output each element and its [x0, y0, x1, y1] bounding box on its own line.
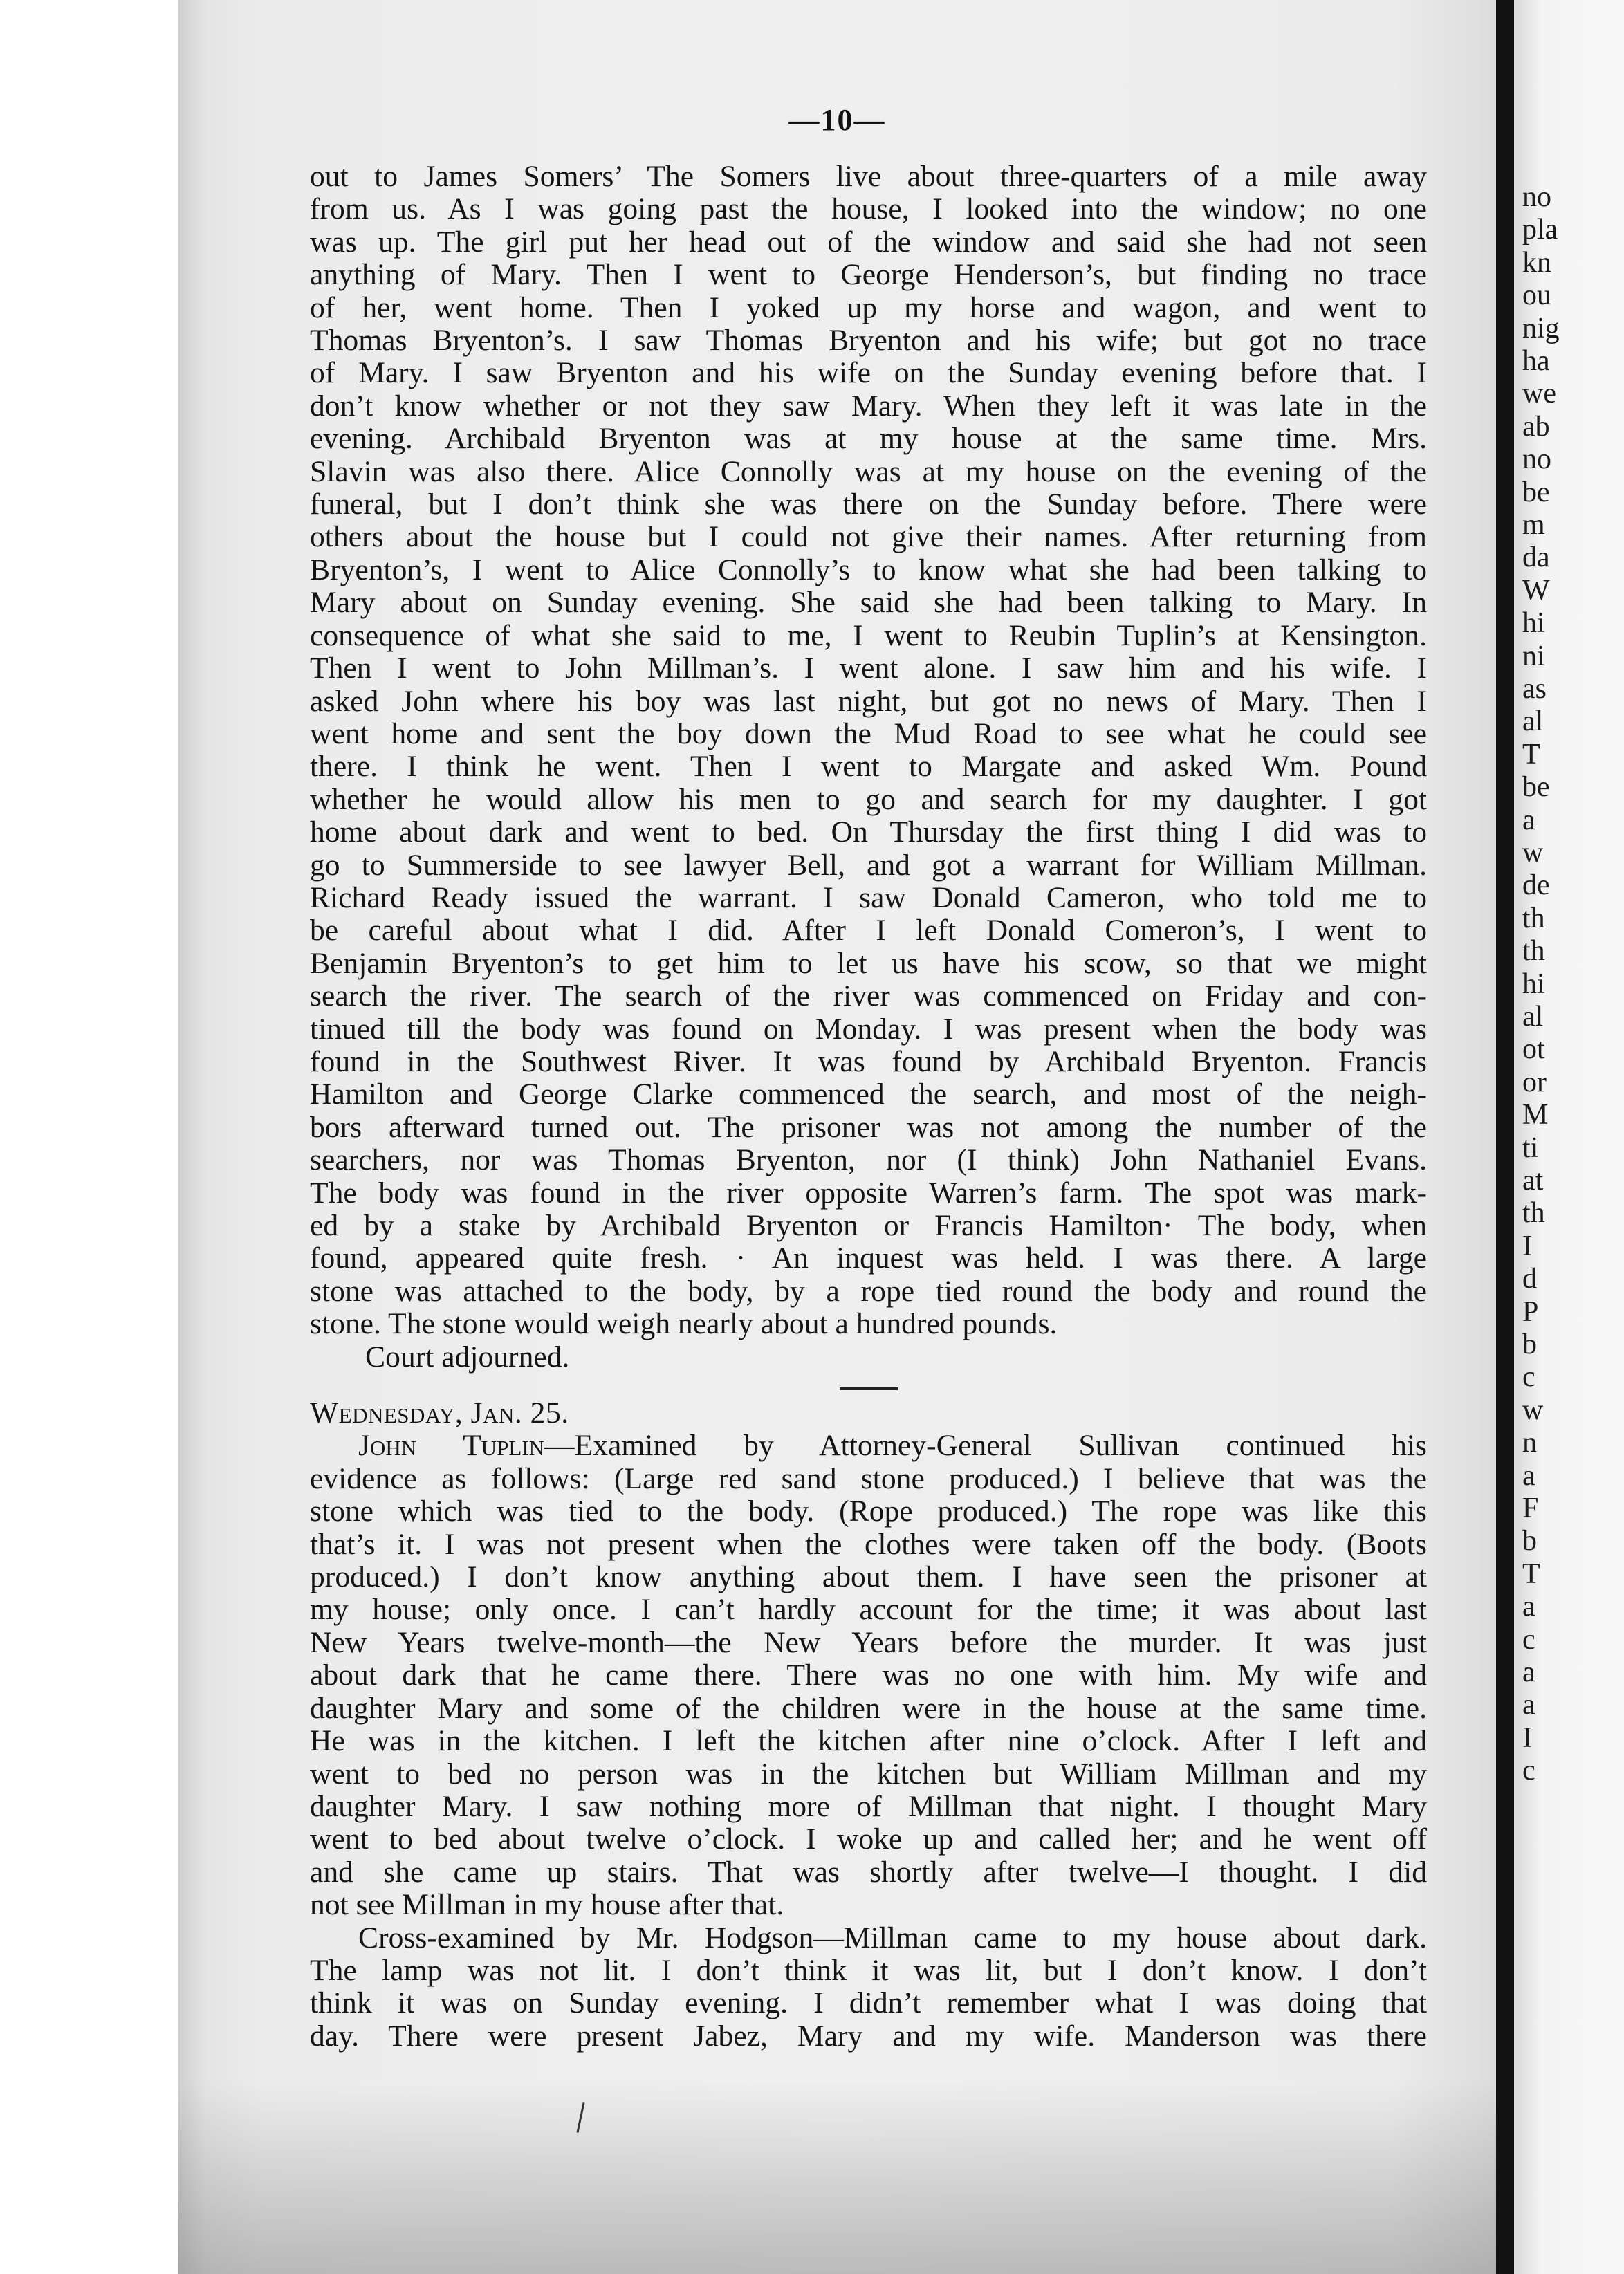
- text-line: New Years twelve-month—the New Years before the murder. It was just: [310, 1625, 1427, 1659]
- adjacent-page-fragment: th: [1522, 935, 1545, 968]
- adjacent-page-fragment: no: [1522, 443, 1551, 476]
- text-line: day. There were present Jabez, Mary and my wife. Manderson was there: [310, 2019, 1427, 2053]
- text-line: produced.) I don’t know anything about them. I have seen the prisoner at: [310, 1560, 1427, 1594]
- text-line: ed by a stake by Archibald Bryenton or Francis Hamilton· The body, when: [310, 1209, 1427, 1242]
- adjacent-page-fragment: a: [1522, 1591, 1535, 1623]
- section-divider: [840, 1387, 898, 1390]
- text-line: stone. The stone would weigh nearly about a hundred pounds.: [310, 1307, 1058, 1341]
- adjacent-page-fragment: al: [1522, 705, 1544, 738]
- text-line: Bryenton’s, I went to Alice Connolly’s to know what she had been talking to: [310, 553, 1427, 586]
- text-line: search the river. The search of the river was commenced on Friday and con-: [310, 979, 1427, 1013]
- text-line: funeral, but I don’t think she was there on the Sunday before. There were: [310, 488, 1427, 521]
- text-line: of Mary. I saw Bryenton and his wife on the Sunday evening before that. I: [310, 356, 1427, 390]
- text-line: went home and sent the boy down the Mud Road to see what he could see: [310, 717, 1427, 750]
- adjacent-page-fragment: T: [1522, 1557, 1540, 1590]
- cross-examination-section: [310, 1922, 1427, 2053]
- adjacent-page-fragment: P: [1522, 1295, 1539, 1328]
- text-line: Slavin was also there. Alice Connolly was at my house on the evening of the: [310, 454, 1427, 488]
- adjacent-page-fragment: th: [1522, 1197, 1545, 1230]
- witness-name: John Tuplin: [358, 1429, 545, 1463]
- text-line: daughter Mary and some of the children were in the house at the same time.: [310, 1691, 1427, 1725]
- adjacent-page-fragment: n: [1522, 1427, 1537, 1459]
- adjacent-page-fragment: w: [1522, 1394, 1544, 1426]
- text-line: Cross-examined by Mr. Hodgson—Millman came to my house about dark.: [358, 1921, 1427, 1954]
- adjacent-page-fragment: c: [1522, 1361, 1535, 1394]
- adjacent-page-fragment: hi: [1522, 968, 1545, 1000]
- text-line: don’t know whether or not they saw Mary. When they left it was late in the: [310, 389, 1427, 423]
- adjacent-page-fragment: I: [1522, 1230, 1532, 1262]
- scan-margin-left: [0, 0, 176, 2274]
- text-line: from us. As I was going past the house, I looked into the window; no one: [310, 192, 1427, 226]
- text-line: think it was on Sunday evening. I didn’t remember what I was doing that: [310, 1986, 1427, 2020]
- adjacent-page-fragment: th: [1522, 902, 1545, 934]
- witness-intro-text: —Examined by Attorney-General Sullivan continued his: [544, 1429, 1428, 1463]
- adjacent-page-fragment: F: [1522, 1492, 1539, 1524]
- adjacent-page-fragment: da: [1522, 542, 1550, 574]
- corner-arrow-mark: [0, 0, 41, 41]
- text-line: Benjamin Bryenton’s to get him to let us have his scow, so that we might: [310, 946, 1427, 980]
- text-line: found, appeared quite fresh. · An inquest was held. I was there. A large: [310, 1241, 1427, 1275]
- adjacent-page-fragment: kn: [1522, 246, 1551, 279]
- text-line: daughter Mary. I saw nothing more of Millman that night. I thought Mary: [310, 1789, 1427, 1823]
- text-line: be careful about what I did. After I left Donald Comeron’s, I went to: [310, 914, 1427, 948]
- adjacent-page-fragment: c: [1522, 1755, 1535, 1787]
- adjacent-page-fragment: as: [1522, 673, 1547, 705]
- text-line: Thomas Bryenton’s. I saw Thomas Bryenton and his wife; but got no trace: [310, 324, 1427, 358]
- text-line: evidence as follows: (Large red sand stone produced.) I believe that was the: [310, 1461, 1427, 1495]
- adjacent-page-fragment: c: [1522, 1623, 1535, 1656]
- body-text: [310, 160, 1427, 2053]
- adjacent-page-fragment: w: [1522, 837, 1544, 869]
- text-line: searchers, nor was Thomas Bryenton, nor (I think) John Nathaniel Evans.: [310, 1143, 1427, 1177]
- adjacent-page-fragment: ha: [1522, 345, 1550, 377]
- text-line: my house; only once. I can’t hardly account for the time; it was about last: [310, 1593, 1427, 1627]
- adjacent-page-fragment: T: [1522, 738, 1540, 770]
- adjacent-page-fragment: de: [1522, 869, 1550, 902]
- text-line: not see Millman in my house after that.: [310, 1888, 784, 1922]
- adjacent-page-fragment: nig: [1522, 312, 1560, 344]
- adjacent-page-fragment: W: [1522, 574, 1550, 607]
- text-line: went to bed about twelve o’clock. I woke up and called her; and he went off: [310, 1822, 1427, 1856]
- text-line: Hamilton and George Clarke commenced the search, and most of the neigh-: [310, 1078, 1427, 1111]
- adjacent-page-fragment: pla: [1522, 214, 1558, 246]
- page-number: —10—: [788, 103, 886, 137]
- text-line: went to bed no person was in the kitchen but William Millman and my: [310, 1757, 1427, 1791]
- text-line: He was in the kitchen. I left the kitchen after nine o’clock. After I left and: [310, 1724, 1427, 1758]
- adjacent-page-fragment: ab: [1522, 410, 1550, 443]
- adjacent-page-fragment: be: [1522, 476, 1550, 508]
- text-line: evening. Archibald Bryenton was at my house at the same time. Mrs.: [310, 422, 1427, 456]
- text-line: stone which was tied to the body. (Rope produced.) The rope was like this: [310, 1495, 1427, 1528]
- testimony-section-1: [310, 160, 1427, 1341]
- text-line: go to Summerside to see lawyer Bell, and got a warrant for William Millman.: [310, 848, 1427, 882]
- text-line: others about the house but I could not give their names. After returning from: [310, 520, 1427, 554]
- text-line: was up. The girl put her head out of the window and said she had not seen: [310, 225, 1427, 259]
- adjacent-page-fragment: I: [1522, 1721, 1532, 1754]
- text-line: stone was attached to the body, by a rope tied round the body and round the: [310, 1274, 1427, 1308]
- text-line: about dark that he came there. There was no one with him. My wife and: [310, 1658, 1427, 1692]
- adjacent-page-fragment: a: [1522, 1459, 1535, 1492]
- page-shadow: [178, 2080, 1496, 2274]
- testimony-section-2: [310, 1463, 1427, 1922]
- text-line: consequence of what she said to me, I went to Reubin Tuplin’s at Kensington.: [310, 618, 1427, 652]
- text-line: of her, went home. Then I yoked up my horse and wagon, and went to: [310, 290, 1427, 324]
- adjacent-page-fragment: al: [1522, 1001, 1544, 1033]
- dateline: Wednesday, Jan. 25.: [310, 1396, 569, 1430]
- text-line: The lamp was not lit. I don’t think it was lit, but I don’t know. I don’t: [310, 1953, 1427, 1987]
- text-line: Mary about on Sunday evening. She said she had been talking to Mary. In: [310, 586, 1427, 620]
- text-line: Richard Ready issued the warrant. I saw Donald Cameron, who told me to: [310, 880, 1427, 914]
- document-page: [178, 0, 1496, 2274]
- text-line: there. I think he went. Then I went to Margate and asked Wm. Pound: [310, 750, 1427, 784]
- text-line: that’s it. I was not present when the clothes were taken off the body. (Boots: [310, 1527, 1427, 1561]
- text-line: out to James Somers’ The Somers live about three-quarters of a mile away: [310, 160, 1427, 193]
- text-line: anything of Mary. Then I went to George Henderson’s, but finding no trace: [310, 258, 1427, 292]
- court-adjourned: Court adjourned.: [365, 1340, 570, 1374]
- adjacent-page-fragment: we: [1522, 378, 1556, 410]
- adjacent-page-edge: [1514, 0, 1624, 2274]
- text-line: whether he would allow his men to go and search for my daughter. I got: [310, 782, 1427, 816]
- adjacent-page-fragment: a: [1522, 1689, 1535, 1721]
- text-line: and she came up stairs. That was shortly after twelve—I thought. I did: [310, 1855, 1427, 1889]
- adjacent-page-fragment: hi: [1522, 607, 1545, 640]
- adjacent-page-fragment: at: [1522, 1165, 1544, 1196]
- adjacent-page-fragment: ni: [1522, 640, 1545, 672]
- adjacent-page-fragment: ou: [1522, 279, 1551, 312]
- adjacent-page-fragment: a: [1522, 804, 1535, 836]
- adjacent-page-fragment: b: [1522, 1329, 1537, 1360]
- adjacent-page-fragment: b: [1522, 1525, 1537, 1557]
- text-line: bors afterward turned out. The prisoner was not among the number of the: [310, 1110, 1427, 1144]
- adjacent-page-fragment: M: [1522, 1099, 1549, 1131]
- text-line: home about dark and went to bed. On Thursday the first thing I did was to: [310, 815, 1427, 849]
- adjacent-page-fragment: m: [1522, 509, 1545, 541]
- adjacent-page-fragment: or: [1522, 1066, 1547, 1098]
- adjacent-page-fragment: ti: [1522, 1131, 1539, 1164]
- adjacent-page-fragment: no: [1522, 181, 1551, 213]
- witness-intro-line: [310, 1430, 1427, 1462]
- text-line: Then I went to John Millman’s. I went alone. I saw him and his wife. I: [310, 651, 1427, 685]
- adjacent-page-fragment: a: [1522, 1656, 1535, 1688]
- adjacent-page-fragment: be: [1522, 771, 1550, 804]
- text-line: The body was found in the river opposite Warren’s farm. The spot was mark-: [310, 1176, 1427, 1210]
- adjacent-page-fragment: ot: [1522, 1033, 1545, 1066]
- text-line: asked John where his boy was last night, but got no news of Mary. Then I: [310, 684, 1427, 718]
- text-line: found in the Southwest River. It was found by Archibald Bryenton. Francis: [310, 1044, 1427, 1078]
- text-line: tinued till the body was found on Monday. I was present when the body was: [310, 1012, 1427, 1046]
- adjacent-page-fragment: d: [1522, 1263, 1537, 1295]
- book-gutter: [1496, 0, 1514, 2274]
